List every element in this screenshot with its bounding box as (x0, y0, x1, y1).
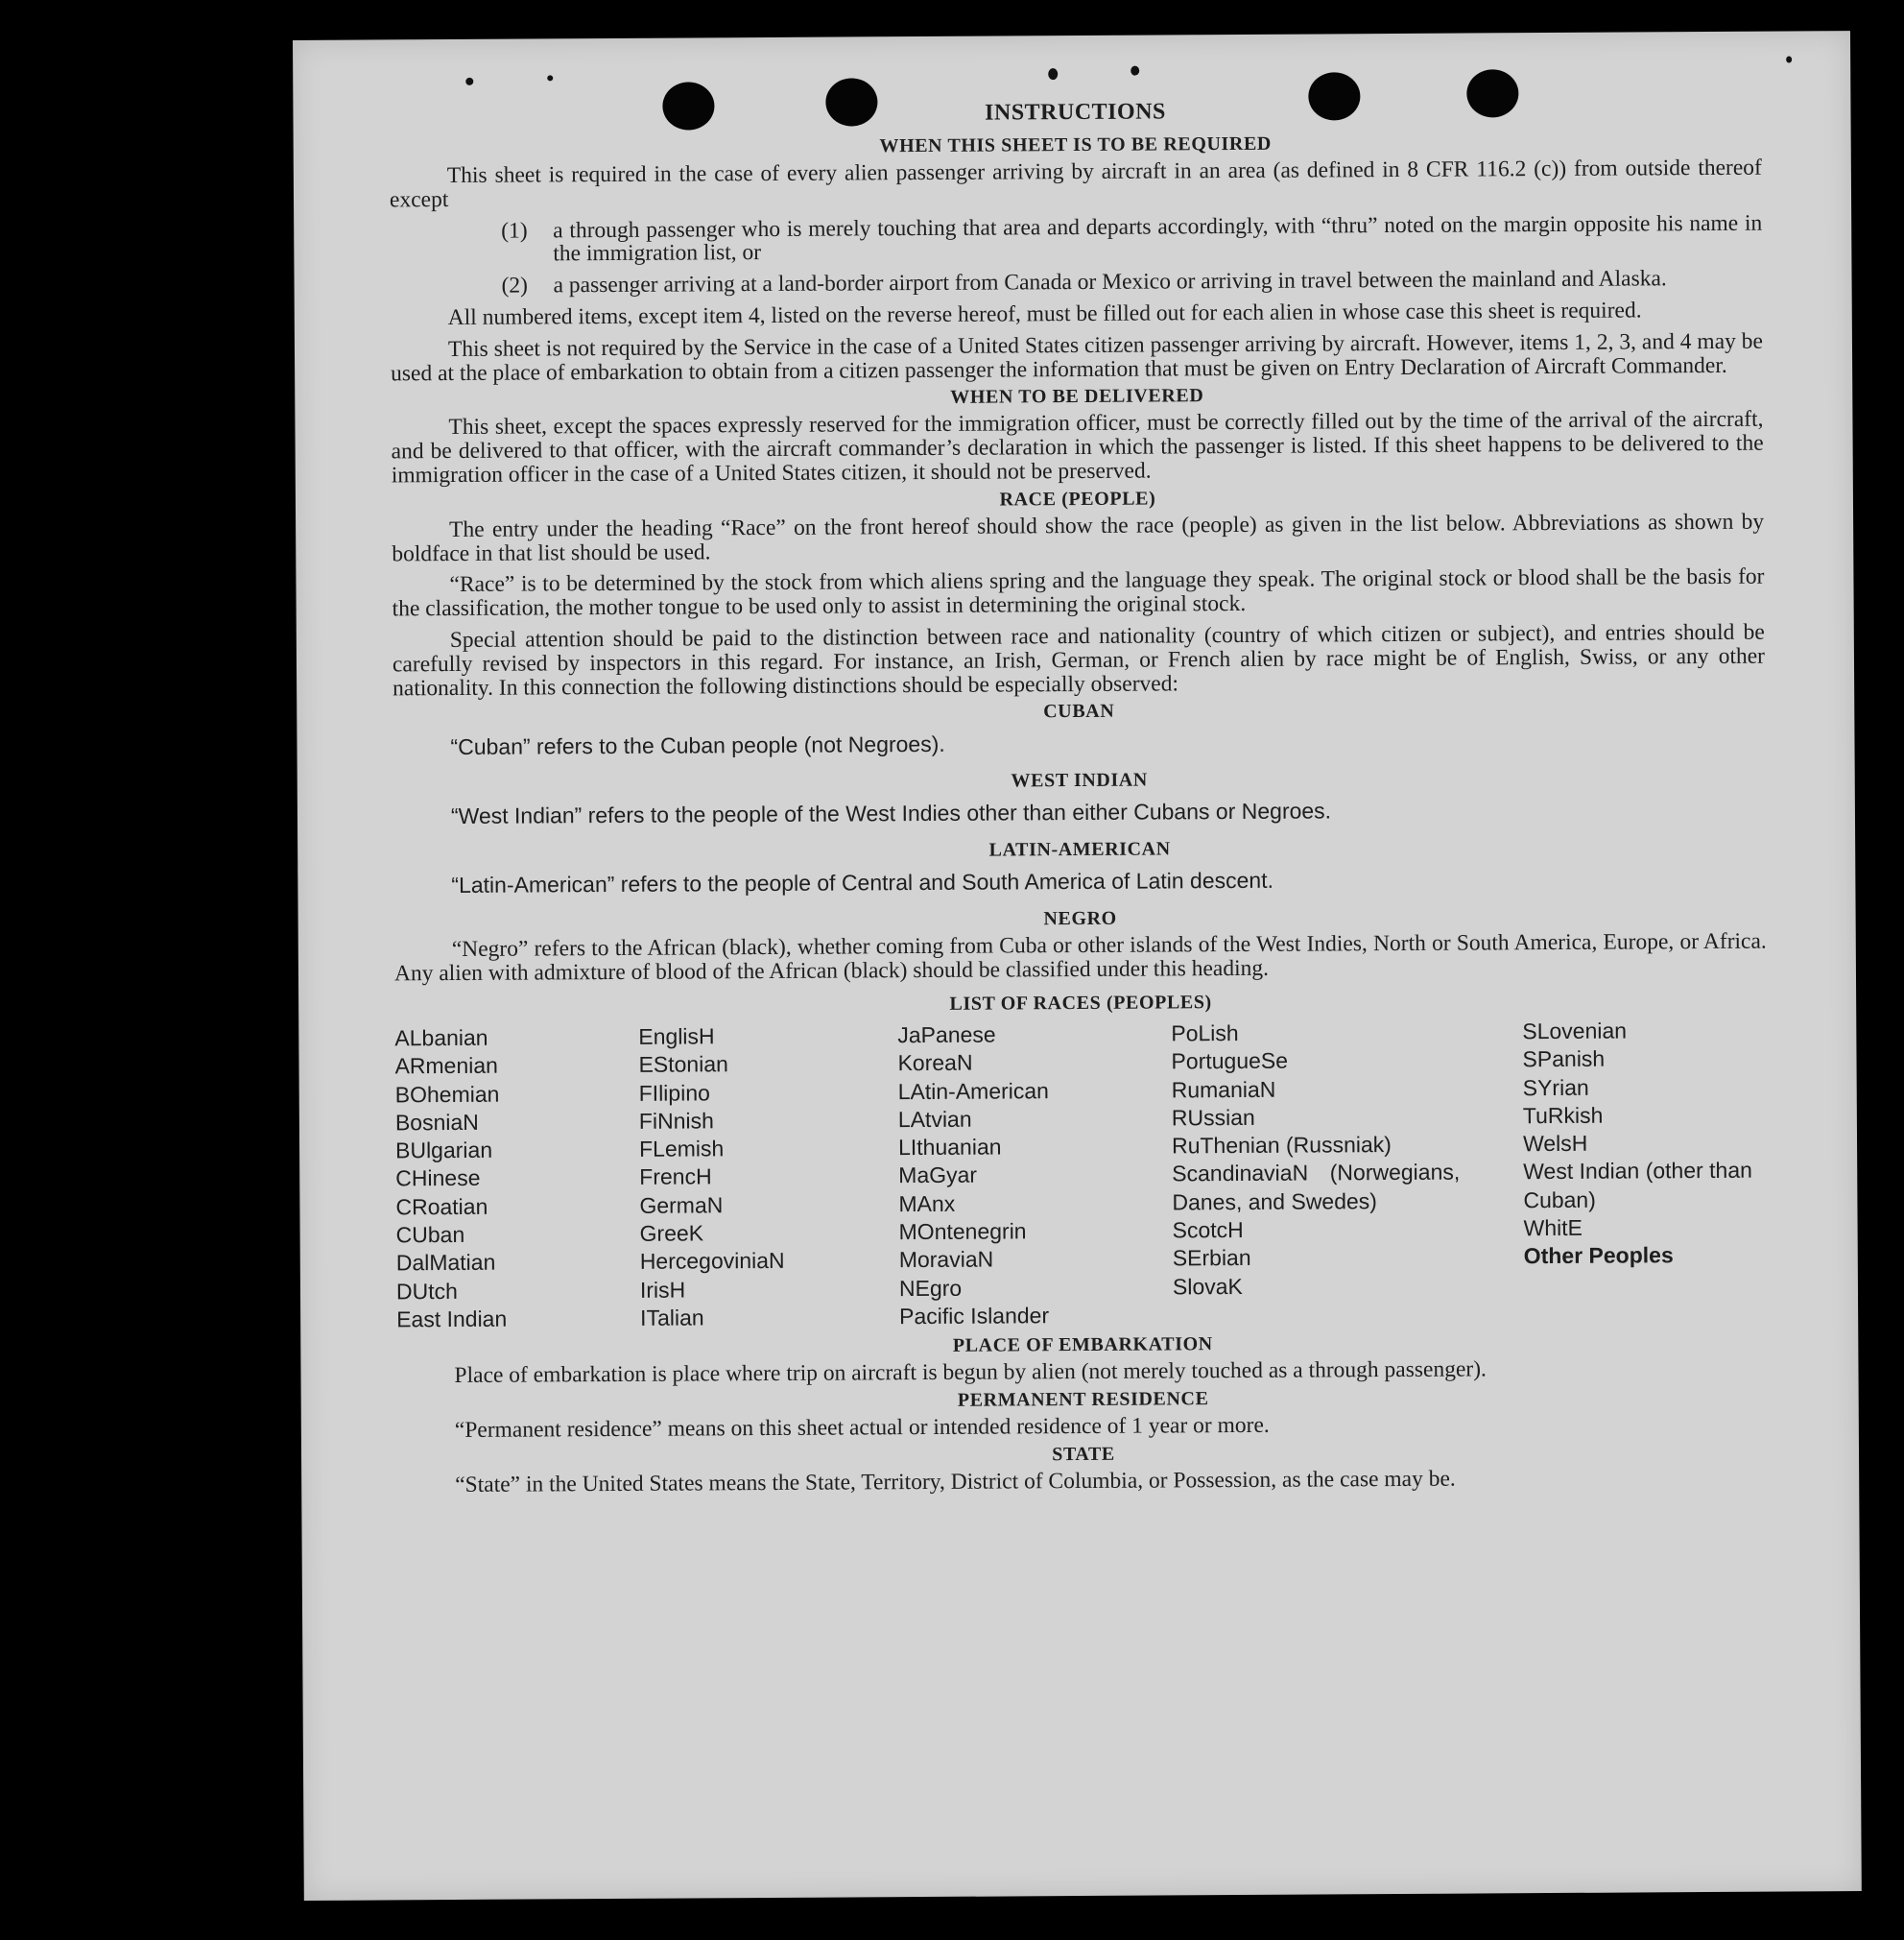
list-item (390, 211, 1762, 267)
race-item: SErbian (1172, 1245, 1251, 1271)
race-item: ScotcH (1172, 1216, 1244, 1243)
race-paragraph-1: The entry under the heading “Race” on the front hereof should show the race (people) as given in the list below. Abbreviations as shown by boldface in that list should be used. (392, 509, 1765, 566)
race-item: SPanish (1522, 1045, 1606, 1072)
race-paragraph-2: “Race” is to be determined by the stock from which aliens spring and the language they speak. The original stock or blood shall be the basis for the classification, the mother tongue to be used only to assist in determining the original stock. (392, 564, 1765, 622)
race-item: HercegoviniaN (639, 1248, 785, 1275)
race-item: MOntenegrin (898, 1218, 1027, 1245)
item-number: (1) (501, 218, 528, 244)
races-column-1 (394, 1023, 640, 1334)
race-item: LIthuanian (897, 1134, 1002, 1161)
race-item: MAnx (898, 1190, 956, 1216)
item-text: a passenger arriving at a land-border airport from Canada or Mexico or arriving in travel between the mainland and Alaska. (553, 266, 1667, 299)
race-item: FrencH (639, 1163, 712, 1190)
race-item: KoreaN (897, 1049, 973, 1076)
delivered-paragraph: This sheet, except the spaces expressly reserved for the immigration officer, must be correctly filled out by the time of the arrival of the aircraft, and be delivered to that officer, with the aircraft commander’s declaration in which the passenger is listed. If this sheet happens to be delivered to the immigration officer in the case of a United States citizen, it should not be preserved. (391, 407, 1764, 489)
section-heading-delivered: WHEN TO BE DELIVERED (950, 385, 1204, 409)
race-item: Pacific Islander (899, 1303, 1050, 1329)
race-item: BUlgarian (394, 1137, 493, 1163)
west-indian-definition: “West Indian” refers to the people of the West Indies other than either Cubans or Negroes. (450, 798, 1332, 829)
race-item: LAtvian (897, 1106, 972, 1132)
race-item: East Indian (396, 1305, 508, 1332)
speck (465, 78, 473, 85)
race-item: ITalian (640, 1305, 704, 1330)
races-list (394, 1017, 1769, 1334)
race-item: West Indian (other than Cuban) (1523, 1158, 1752, 1212)
required-intro: This sheet is required in the case of every alien passenger arriving by aircraft in an area (as defined in 8 CFR 116.2 (c)) from outside thereof except (389, 155, 1762, 213)
race-item: PortugueSe (1171, 1047, 1289, 1074)
race-item: BOhemian (394, 1081, 500, 1107)
race-item: Other Peoples (1523, 1242, 1674, 1269)
speck (1786, 56, 1792, 62)
embarkation-paragraph: Place of embarkation is place where trip on aircraft is begun by alien (not merely touched as a through passenger). (454, 1356, 1487, 1389)
race-item: WhitE (1523, 1214, 1583, 1241)
race-item: SlovaK (1172, 1273, 1243, 1300)
races-column-5 (1522, 1017, 1769, 1328)
race-item: FIlipino (638, 1079, 710, 1106)
section-heading-negro: NEGRO (1043, 908, 1117, 930)
section-heading-latin-american: LATIN-AMERICAN (988, 838, 1171, 861)
race-item: FiNnish (638, 1108, 714, 1134)
latin-american-definition: “Latin-American” refers to the people of Central and South America of Latin descent. (451, 868, 1274, 898)
race-item: GermaN (639, 1192, 724, 1218)
race-item: IrisH (639, 1277, 686, 1303)
numbered-items-paragraph: All numbered items, except item 4, listed on the reverse hereof, must be filled out for each alien in whose case this sheet is required. (447, 298, 1642, 331)
race-item: ScandinaviaN (Norwegians, Danes, and Swedes) (1172, 1160, 1461, 1215)
race-item: SYrian (1522, 1074, 1589, 1100)
cuban-definition: “Cuban” refers to the Cuban people (not Negroes). (450, 731, 945, 760)
race-item: MoraviaN (898, 1246, 994, 1273)
permanent-residence-paragraph: “Permanent residence” means on this sheet actual or intended residence of 1 year or more. (454, 1412, 1270, 1443)
item-number: (2) (501, 273, 529, 299)
citizen-paragraph: This sheet is not required by the Service in the case of a United States citizen passenger arriving by aircraft. However, items 1, 2, 3, and 4 may be used at the place of embarkation to obtain from a citizen passenger the information that must be given on Entry Declaration of Aircraft Commander. (391, 328, 1764, 386)
race-item: MaGyar (898, 1162, 978, 1188)
race-item: RuThenian (Russniak) (1171, 1132, 1392, 1159)
race-item: LAtin-American (897, 1077, 1050, 1104)
race-item: FLemish (638, 1136, 725, 1162)
race-item: SLovenian (1522, 1018, 1628, 1044)
race-item: DUtch (395, 1278, 458, 1304)
race-item: CUban (395, 1221, 465, 1248)
section-heading-west-indian: WEST INDIAN (1011, 769, 1148, 792)
section-heading-required: WHEN THIS SHEET IS TO BE REQUIRED (879, 132, 1272, 157)
section-heading-cuban: CUBAN (1043, 701, 1115, 723)
races-column-2 (638, 1021, 899, 1332)
race-item: JaPanese (897, 1021, 996, 1048)
section-heading-race: RACE (PEOPLE) (999, 488, 1156, 511)
races-column-4 (1171, 1018, 1461, 1329)
race-item: EnglisH (638, 1023, 715, 1049)
races-column-3 (897, 1019, 1173, 1330)
race-item: CHinese (395, 1165, 481, 1191)
instructions-content (389, 91, 1770, 1497)
document-page (293, 31, 1862, 1901)
race-item: TuRkish (1522, 1102, 1604, 1129)
speck (1130, 66, 1139, 76)
section-heading-embarkation: PLACE OF EMBARKATION (952, 1333, 1213, 1357)
race-item: ALbanian (394, 1024, 488, 1051)
race-item: GreeK (639, 1220, 704, 1246)
race-item: EStonian (638, 1051, 728, 1078)
race-item: CRoatian (395, 1193, 488, 1220)
state-paragraph: “State” in the United States means the State, Territory, District of Columbia, or Possession, as the case may be. (455, 1466, 1456, 1497)
race-item: RUssian (1171, 1104, 1255, 1131)
page-title: INSTRUCTIONS (985, 99, 1166, 126)
negro-definition: “Negro” refers to the African (black), whether coming from Cuba or other islands of the West Indies, North or South America, Europe, or Africa. Any alien with admixture of blood of the African (black) should be classified under this heading. (393, 928, 1767, 987)
race-item: DalMatian (395, 1250, 496, 1276)
item-text: a through passenger who is merely touching that area and departs accordingly, with “thru” noted on the margin opposite his name in the immigration list, or (553, 210, 1763, 267)
speck (547, 75, 553, 81)
race-item: PoLish (1171, 1019, 1239, 1046)
list-item (390, 267, 1762, 299)
race-item: NEgro (898, 1275, 963, 1301)
race-paragraph-3: Special attention should be paid to the distinction between race and nationality (country of which citizen or subject), and entries should be carefully revised by inspectors in this regard. For instance, an Irish, German, or French alien by race might be of English, Swiss, or any other nationality. In this connection the following distinctions should be especially observed: (392, 619, 1766, 701)
race-item: ARmenian (394, 1052, 498, 1079)
race-item: RumaniaN (1171, 1076, 1276, 1102)
speck (1048, 68, 1058, 80)
race-item: WelsH (1522, 1130, 1588, 1157)
race-item: BosniaN (394, 1109, 479, 1136)
section-heading-permanent-residence: PERMANENT RESIDENCE (957, 1388, 1209, 1411)
section-heading-list-of-races: LIST OF RACES (PEOPLES) (949, 992, 1212, 1015)
section-heading-state: STATE (1052, 1443, 1115, 1465)
